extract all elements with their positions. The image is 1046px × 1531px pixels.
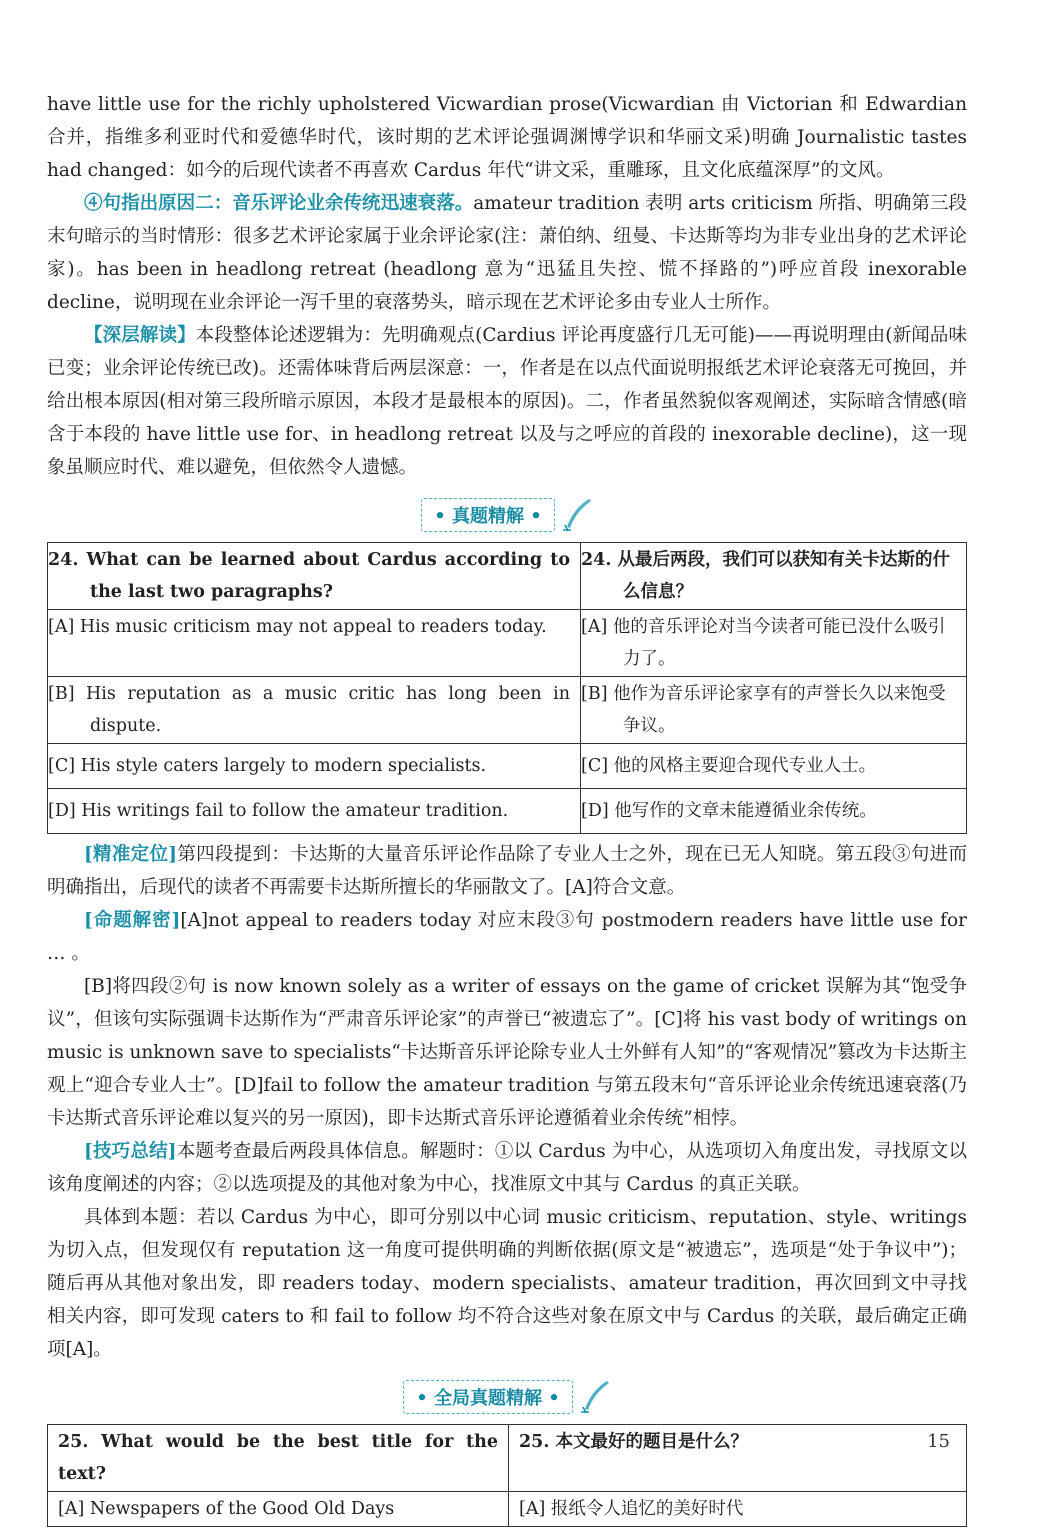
section-banner-global bbox=[47, 1374, 967, 1420]
option-a-zh: [A] 他的音乐评论对当今读者可能已没什么吸引力了。 bbox=[581, 610, 967, 677]
tips-text: 本题考查最后两段具体信息。解题时：①以 Cardus 为中心，从选项切入角度出发，寻找原文以该角度阐述的内容；②以选项提及的其他对象为中心，找准原文中其与 Cardus 的真正关联。 bbox=[47, 1141, 967, 1195]
deep-reading-text: 本段整体论述逻辑为：先明确观点(Cardius 评论再度盛行几无可能)——再说明理由(新闻品味已变；业余评论传统已改)。还需体味背后两层深意：一，作者是在以点代面说明报纸艺术评论衰落无可挽回，并给出根本原因(相对第三段所暗示原因，本段才是最根本的原因)。二，作者虽然貌似客观阐述，实际暗含情感(暗含于本段的 have little use for、in headlong retreat 以及与之呼应的首段的 inexorable decline)，这一现象虽顺应时代、难以避免，但依然令人遗憾。 bbox=[47, 325, 967, 478]
option-a-en: [A] His music criticism may not appeal to readers today. bbox=[48, 610, 581, 677]
section-banner-true-question bbox=[47, 492, 967, 538]
option-b-en: [B] His reputation as a music critic has long been in dispute. bbox=[48, 677, 581, 744]
decode-label: [命题解密] bbox=[84, 910, 181, 931]
decode-paragraph bbox=[47, 904, 967, 970]
paragraph-continued: have little use for the richly upholstered Vicwardian prose(Vicwardian 由 Victorian 和 Edwardian 合并，指维多利亚时代和爱德华时代，该时期的艺术评论强调渊博学识和华丽文采)明确 Journalistic tastes had changed：如今的后现代读者不再喜欢 Cardus 年代“讲文采，重雕琢，且文化底蕴深厚”的文风。 bbox=[47, 94, 967, 181]
banner-label: • 真题精解 • bbox=[421, 498, 555, 532]
question-24-table bbox=[47, 542, 967, 834]
tips-paragraph bbox=[47, 1135, 967, 1201]
table-row bbox=[48, 1492, 967, 1527]
table-row bbox=[48, 677, 967, 744]
option-c-zh: [C] 他的风格主要迎合现代专业人士。 bbox=[581, 744, 967, 789]
point4-label: ④句指出原因二：音乐评论业余传统迅速衰落。 bbox=[84, 193, 474, 214]
question-24-zh: 24. 从最后两段，我们可以获知有关卡达斯的什么信息？ bbox=[581, 543, 967, 610]
question-24-en: 24. What can be learned about Cardus according to the last two paragraphs? bbox=[48, 543, 581, 610]
point4-text: amateur tradition 表明 arts criticism 所指、明确第三段末句暗示的当时情形：很多艺术评论家属于业余评论家(注：萧伯纳、纽曼、卡达斯等均为非专业出身的艺术评论家)。has been in headlong retreat (headlong 意为“迅猛且失控、慌不择路的”)呼应首段 inexorable decline，说明现在业余评论一泻千里的衰落势头，暗示现在艺术评论多由专业人士所作。 bbox=[47, 193, 967, 313]
table-row bbox=[48, 744, 967, 789]
decode-text: [A]not appeal to readers today 对应末段③句 postmodern readers have little use for … 。 bbox=[47, 910, 967, 964]
question-25-table bbox=[47, 1424, 967, 1527]
quill-pen-icon bbox=[577, 1379, 611, 1415]
table-row bbox=[48, 610, 967, 677]
tips-paragraph-2: 具体到本题：若以 Cardus 为中心，即可分别以中心词 music criticism、reputation、style、writings 为切入点，但发现仅有 reputation 这一角度可提供明确的判断依据(原文是“被遗忘”，选项是“处于争议中”)；随后再从其他对象出发，即 readers today、modern specialists、amateur tradition，再次回到文中寻找相关内容，即可发现 caters to 和 fail to follow 均不符合这些对象在原文中与 Cardus 的关联，最后确定正确项[A]。 bbox=[47, 1207, 967, 1360]
table-row bbox=[48, 543, 967, 610]
locate-label: [精准定位] bbox=[84, 844, 178, 865]
point4-paragraph bbox=[47, 187, 967, 319]
banner-label: • 全局真题精解 • bbox=[403, 1380, 573, 1414]
deep-reading-label: 【深层解读】 bbox=[84, 325, 196, 346]
option-a-zh: [A] 报纸令人追忆的美好时代 bbox=[509, 1492, 967, 1527]
locate-text: 第四段提到：卡达斯的大量音乐评论作品除了专业人士之外，现在已无人知晓。第五段③句进而明确指出，后现代的读者不再需要卡达斯所擅长的华丽散文了。[A]符合文意。 bbox=[47, 844, 967, 898]
table-row bbox=[48, 1425, 967, 1492]
page-number: 15 bbox=[927, 1431, 950, 1452]
option-c-en: [C] His style caters largely to modern specialists. bbox=[48, 744, 581, 789]
table-row bbox=[48, 789, 967, 834]
option-b-zh: [B] 他作为音乐评论家享有的声誉长久以来饱受争议。 bbox=[581, 677, 967, 744]
locate-paragraph bbox=[47, 838, 967, 904]
decode-paragraph-2: [B]将四段②句 is now known solely as a writer of essays on the game of cricket 误解为其“饱受争议”，但该句实际强调卡达斯作为“严肃音乐评论家”的声誉已“被遗忘了”。[C]将 his vast body of writings on music is unknown save to specialists“卡达斯音乐评论除专业人士外鲜有人知”的“客观情况”篡改为卡达斯主观上“迎合专业人士”。[D]fail to follow the amateur tradition 与第五段末句“音乐评论业余传统迅速衰落(乃卡达斯式音乐评论难以复兴的另一原因)，即卡达斯式音乐评论遵循着业余传统”相悖。 bbox=[47, 976, 967, 1129]
option-a-en: [A] Newspapers of the Good Old Days bbox=[48, 1492, 509, 1527]
quill-pen-icon bbox=[559, 497, 593, 533]
page-content bbox=[47, 88, 967, 1527]
option-d-en: [D] His writings fail to follow the amateur tradition. bbox=[48, 789, 581, 834]
question-25-zh: 25. 本文最好的题目是什么？ bbox=[509, 1425, 967, 1492]
question-25-en: 25. What would be the best title for the text? bbox=[48, 1425, 509, 1492]
option-d-zh: [D] 他写作的文章未能遵循业余传统。 bbox=[581, 789, 967, 834]
deep-reading-paragraph bbox=[47, 319, 967, 484]
tips-label: [技巧总结] bbox=[84, 1141, 177, 1162]
